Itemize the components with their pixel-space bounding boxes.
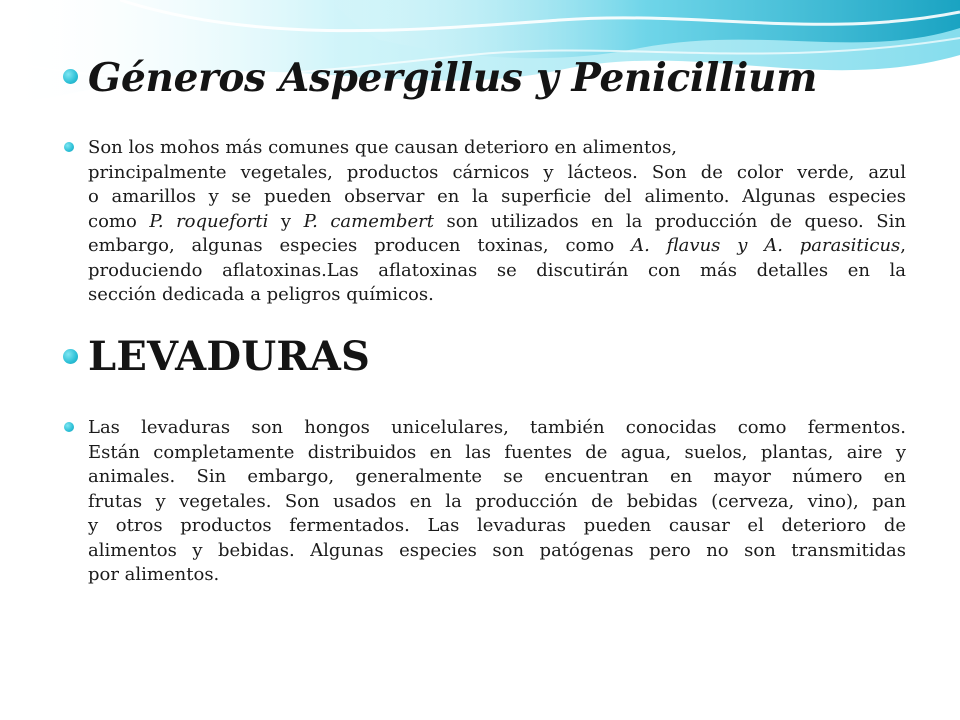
text-line: produciendo aflatoxinas.Las aflatoxinas se discutirán con más detalles en la	[88, 259, 906, 281]
paragraph-mohos	[88, 136, 906, 308]
bullet-icon	[63, 69, 78, 84]
species-name: A. flavus y A. parasiticus	[631, 235, 901, 256]
text-line: animales. Sin embargo, generalmente se encuentran en mayor número en	[88, 466, 906, 487]
section-title-mohos: Géneros Aspergillus y Penicillium	[88, 55, 818, 101]
species-name: P. roqueforti	[149, 210, 269, 232]
text-line: Las levaduras son hongos unicelulares, también conocidas como fermentos.	[88, 417, 906, 438]
text-line: embargo, algunas especies producen toxinas, como A. flavus y A. parasiticus,	[88, 235, 907, 256]
text-line: sección dedicada a peligros químicos.	[88, 284, 434, 305]
bullet-icon	[64, 422, 74, 432]
section-title-levaduras: LEVADURAS	[88, 333, 371, 380]
species-name: P. camembert	[303, 210, 434, 232]
text-line: alimentos y bebidas. Algunas especies son patógenas pero no son transmitidas	[88, 539, 906, 561]
text-line: por alimentos.	[88, 564, 220, 585]
bullet-icon	[64, 142, 74, 152]
text-line: principalmente vegetales, productos cárnicos y lácteos. Son de color verde, azul	[88, 161, 906, 183]
text-line: frutas y vegetales. Son usados en la producción de bebidas (cerveza, vino), pan	[88, 490, 906, 512]
text-line: o amarillos y se pueden observar en la superficie del alimento. Algunas especies	[88, 186, 906, 207]
paragraph-levaduras	[88, 416, 906, 588]
text-line: Están completamente distribuidos en las fuentes de agua, suelos, plantas, aire y	[88, 441, 906, 463]
text-line: como P. roqueforti y P. camembert son utilizados en la producción de queso. Sin	[88, 210, 906, 232]
text-line: Son los mohos más comunes que causan deterioro en alimentos,	[88, 137, 678, 158]
bullet-icon	[63, 349, 78, 364]
text-line: y otros productos fermentados. Las levaduras pueden causar el deterioro de	[88, 515, 906, 536]
